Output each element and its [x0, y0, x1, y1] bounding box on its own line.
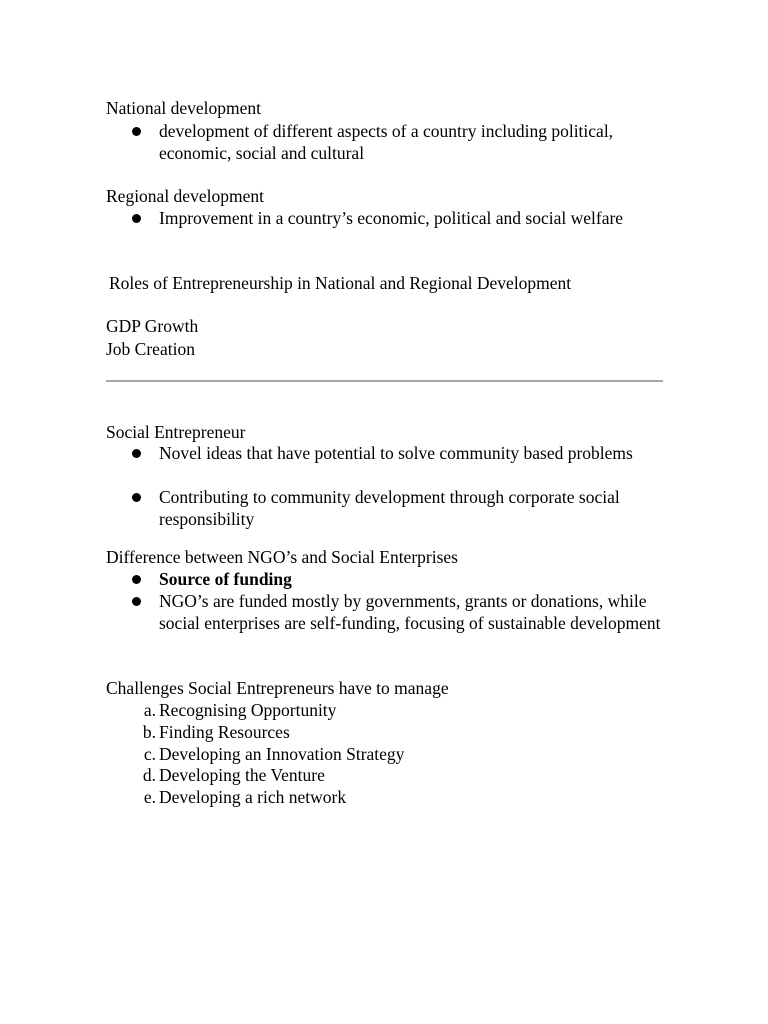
list-item	[132, 721, 672, 743]
list-marker: d.	[142, 765, 156, 785]
list-item	[132, 743, 672, 765]
bullet-icon	[132, 590, 152, 612]
list-item	[132, 699, 672, 721]
national-development-heading: National development	[106, 98, 262, 118]
list-item-text: Finding Resources	[159, 722, 290, 742]
bullet-icon	[132, 207, 152, 229]
roles-item-gdp-growth: GDP Growth	[106, 316, 199, 336]
list-item-text: Developing an Innovation Strategy	[159, 744, 405, 764]
bullet-icon	[132, 120, 152, 142]
list-item-text: Developing a rich network	[159, 787, 347, 807]
list-item	[132, 590, 672, 634]
list-item	[132, 764, 672, 786]
bullet-text: Source of funding	[159, 569, 292, 589]
list-marker: c.	[143, 744, 156, 764]
list-item	[132, 207, 672, 229]
regional-development-heading: Regional development	[106, 186, 264, 206]
roles-heading: Roles of Entrepreneurship in National and Regional Development	[109, 273, 572, 293]
list-item	[132, 442, 672, 464]
list-item	[132, 120, 672, 164]
bullet-text: development of different aspects of a country including political, economic, social and cultural	[159, 121, 614, 163]
bullet-icon	[132, 486, 152, 508]
social-entrepreneur-heading: Social Entrepreneur	[106, 422, 246, 442]
bullet-text: Novel ideas that have potential to solve community based problems	[159, 443, 633, 463]
bullet-text: NGO’s are funded mostly by governments, grants or donations, while social enterprises are self-funding, focusing of sustainable development	[159, 591, 661, 633]
list-item	[132, 486, 672, 530]
roles-item-job-creation: Job Creation	[106, 339, 195, 359]
horizontal-divider	[106, 380, 663, 382]
list-item	[132, 568, 672, 590]
bullet-icon	[132, 442, 152, 464]
challenges-heading: Challenges Social Entrepreneurs have to manage	[106, 678, 449, 698]
bullet-text: Improvement in a country’s economic, political and social welfare	[159, 208, 624, 228]
list-item	[132, 786, 672, 808]
list-marker: e.	[143, 787, 156, 807]
difference-heading: Difference between NGO’s and Social Enterprises	[106, 547, 458, 567]
list-marker: b.	[142, 722, 156, 742]
bullet-text: Contributing to community development through corporate social responsibility	[159, 487, 620, 529]
bullet-icon	[132, 568, 152, 590]
list-item-text: Developing the Venture	[159, 765, 325, 785]
list-item-text: Recognising Opportunity	[159, 700, 337, 720]
list-marker: a.	[143, 700, 156, 720]
